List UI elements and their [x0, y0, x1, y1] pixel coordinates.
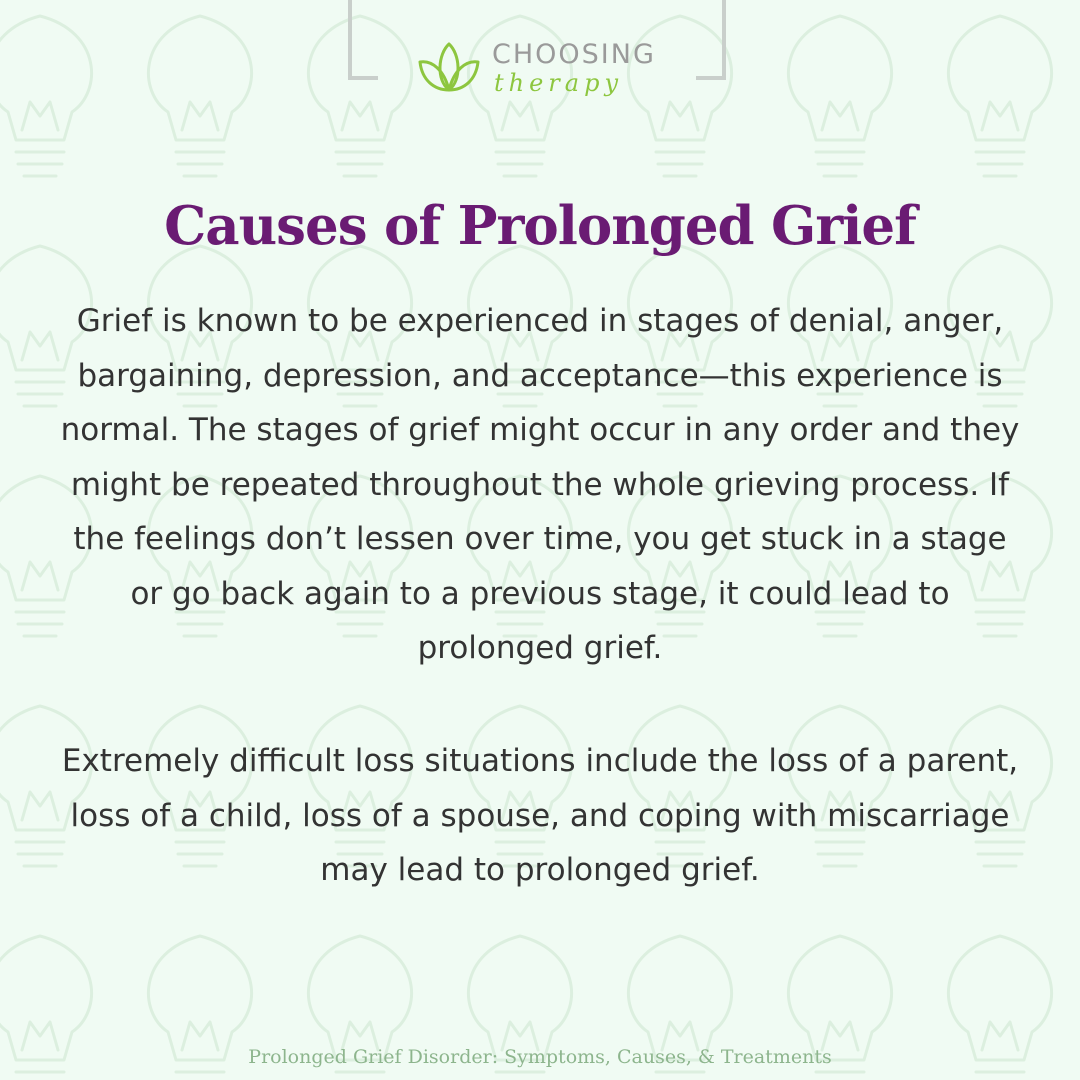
- article-footer-caption: Prolonged Grief Disorder: Symptoms, Causes, & Treatments: [248, 1046, 832, 1068]
- logo-wordmark-therapy: therapy: [494, 69, 624, 97]
- body-paragraph-stages: Grief is known to be experienced in stages of denial, anger, bargaining, depression, and acceptance—this experience is normal. The stages of grief might occur in any order and they might be repeated throughout the whole grieving process. If the feelings don’t lessen over time, you get stuck in a stage or go back again to a previous stage, it could lead to prolonged grief.: [60, 303, 1020, 666]
- page-title: Causes of Prolonged Grief: [164, 195, 916, 257]
- choosing-therapy-logo: [416, 38, 666, 102]
- lotus-flower-icon: [416, 40, 482, 96]
- header-frame-left: [348, 0, 378, 80]
- header-frame-right: [696, 0, 726, 80]
- body-paragraph-loss-situations: Extremely difficult loss situations include the loss of a parent, loss of a child, loss of a spouse, and coping with miscarriage may lead to prolonged grief.: [61, 743, 1019, 888]
- logo-wordmark-choosing: CHOOSING: [492, 39, 656, 70]
